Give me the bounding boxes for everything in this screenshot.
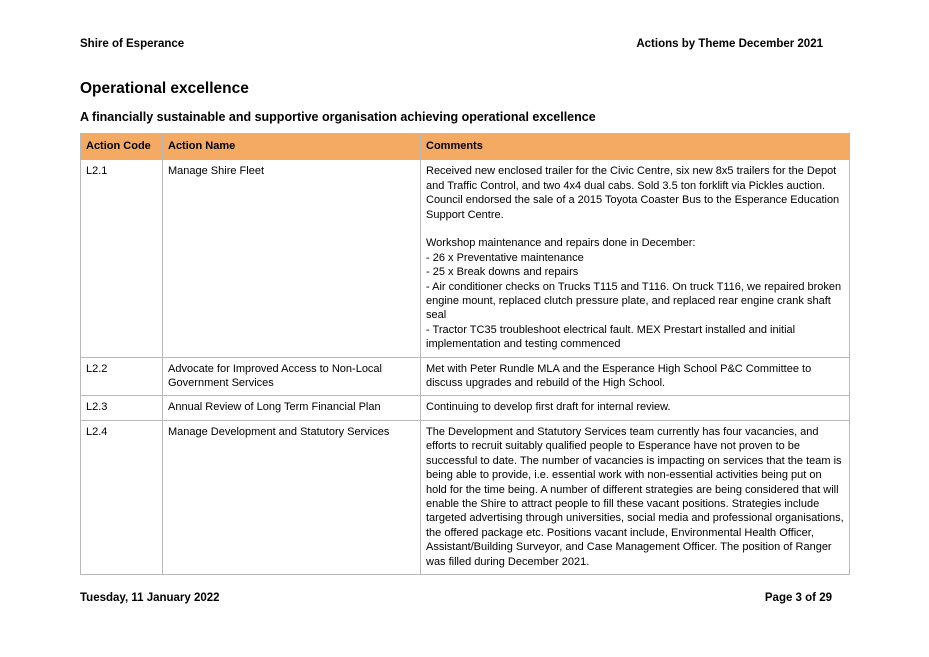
action-code-cell: L2.4 [81, 420, 163, 574]
comments-cell: The Development and Statutory Services team currently has four vacancies, and efforts to recruit suitably qualified people to Esperance have not proven to be successful to date. The number of vacancies is impacting on services that the team is being able to provide, i.e. essential work with non-essential activities being put on hold for the time being. A number of different strategies are being considered that will enable the Shire to attract people to fill these vacant positions. Strategies include targeted advertising through universities, social media and professional organisations, the offered package etc. Positions vacant include, Environmental Health Officer, Assistant/Building Surveyor, and Case Management Officer. The position of Ranger was filled during December 2021. [421, 420, 850, 574]
section-subtitle: A financially sustainable and supportive organisation achieving operational excellence [80, 110, 596, 124]
comment-line: - 26 x Preventative maintenance [426, 251, 584, 264]
action-code-cell: L2.3 [81, 396, 163, 420]
footer-page-number: Page 3 of 29 [764, 592, 832, 604]
comments-cell: Met with Peter Rundle MLA and the Esperance High School P&C Committee to discuss upgrades and rebuild of the High School. [421, 357, 850, 396]
column-header-comments: Comments [421, 134, 850, 160]
comment-paragraph [426, 236, 844, 351]
action-name-cell: Manage Development and Statutory Services [163, 420, 421, 574]
column-header-action-code: Action Code [81, 134, 163, 160]
footer-date: Tuesday, 11 January 2022 [80, 592, 220, 604]
section-title: Operational excellence [80, 80, 249, 97]
document-header-org: Shire of Esperance [80, 38, 185, 50]
comment-line: - 25 x Break downs and repairs [426, 266, 579, 279]
action-name-cell: Annual Review of Long Term Financial Plan [163, 396, 421, 420]
table-row [81, 420, 850, 574]
table-header-row [81, 134, 850, 160]
comments-cell [421, 160, 850, 357]
column-header-action-name: Action Name [163, 134, 421, 160]
table-row [81, 160, 850, 357]
action-name-cell: Advocate for Improved Access to Non-Local Government Services [163, 357, 421, 396]
action-code-cell: L2.1 [81, 160, 163, 357]
comment-line: - Air conditioner checks on Trucks T115 and T116. On truck T116, we repaired broken engine mount, replaced clutch pressure plate, and replaced rear engine crank shaft seal [426, 280, 842, 322]
comment-paragraph: Received new enclosed trailer for the Civic Centre, six new 8x5 trailers for the Depot and Traffic Control, and two 4x4 dual cabs. Sold 3.5 ton forklift via Pickles auction. Council endorsed the sale of a 2015 Toyota Coaster Bus to the Esperance Education Support Centre. [426, 165, 840, 221]
document-header-title: Actions by Theme December 2021 [636, 38, 823, 50]
comment-line: Workshop maintenance and repairs done in December: [426, 237, 696, 250]
table-row [81, 357, 850, 396]
comments-cell: Continuing to develop first draft for internal review. [421, 396, 850, 420]
actions-table [80, 133, 850, 575]
action-name-cell: Manage Shire Fleet [163, 160, 421, 357]
comment-line: - Tractor TC35 troubleshoot electrical fault. MEX Prestart installed and initial implementation and testing commenced [426, 323, 796, 351]
table-row [81, 396, 850, 420]
action-code-cell: L2.2 [81, 357, 163, 396]
